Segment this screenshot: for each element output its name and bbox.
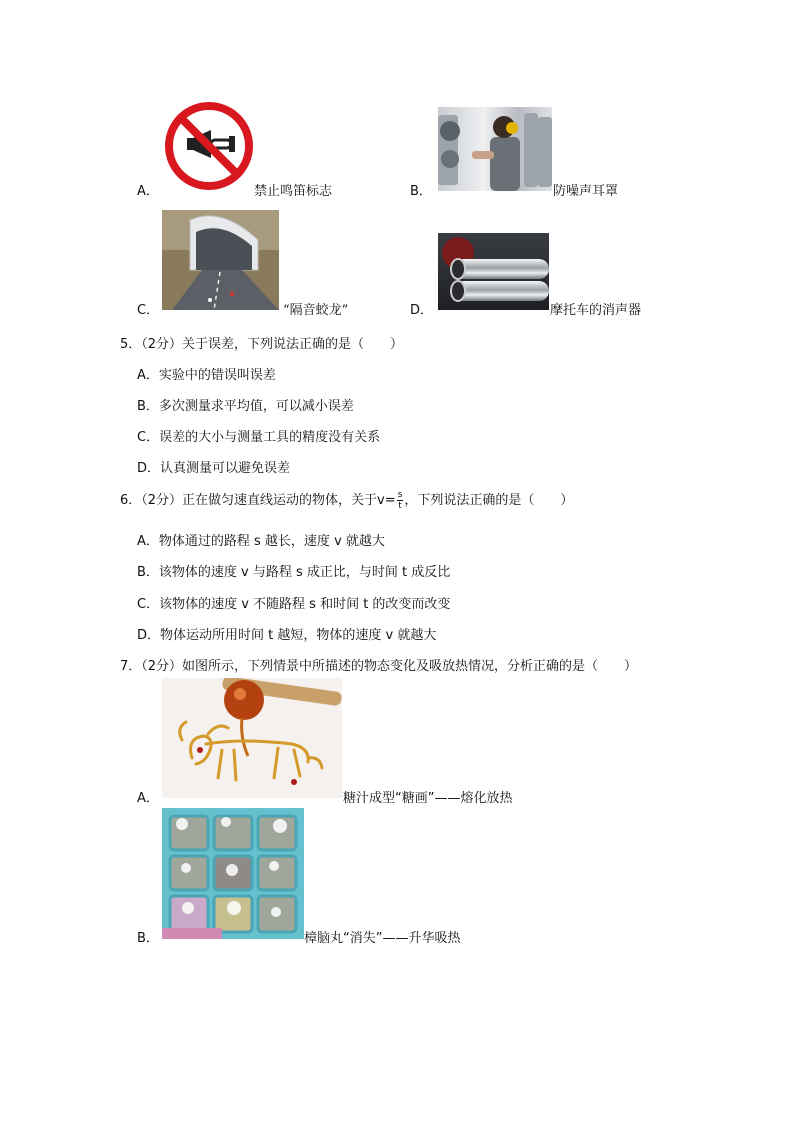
option-letter: B．: [137, 931, 159, 946]
fraction-denominator: t: [398, 501, 402, 511]
option-letter: A．: [137, 791, 159, 806]
velocity-fraction: [397, 490, 404, 511]
question-stem: 7．（2分）如图所示，下列情景中所描述的物态变化及吸放热情况，分析正确的是（ ）: [120, 659, 638, 674]
question-stem: [120, 488, 573, 514]
question-stem: 5．（2分）关于误差，下列说法正确的是（ ）: [120, 337, 404, 352]
answer-option-a: A．实验中的错误叫误差: [137, 368, 276, 383]
stem-text: 6．（2分）正在做匀速直线运动的物体，关于v=: [120, 493, 396, 508]
option-letter: D．: [410, 303, 434, 318]
option-caption: 糖汁成型“糖画”——熔化放热: [343, 791, 513, 806]
earmuff-worker-image: [438, 107, 552, 191]
answer-option-d: D．认真测量可以避免误差: [137, 461, 291, 476]
answer-option-d: D．物体运动所用时间 t 越短，物体的速度 v 就越大: [137, 628, 437, 643]
answer-option-b: B．该物体的速度 v 与路程 s 成正比，与时间 t 成反比: [137, 565, 451, 580]
option-caption: 禁止鸣笛标志: [254, 184, 333, 199]
answer-option-c: C．误差的大小与测量工具的精度没有关系: [137, 430, 381, 445]
option-caption: 摩托车的消声器: [550, 303, 642, 318]
motorcycle-muffler-image: [438, 233, 549, 310]
sound-barrier-tunnel-image: [162, 210, 279, 310]
option-letter: A．: [137, 184, 159, 199]
option-caption: 防噪声耳罩: [553, 184, 619, 199]
option-caption: “隔音蛟龙”: [283, 303, 349, 318]
option-caption: 樟脑丸“消失”——升华吸热: [304, 931, 461, 946]
no-horn-sign-image: [163, 100, 255, 192]
mothball-box-image: [162, 808, 304, 939]
stem-text: ，下列说法正确的是（ ）: [404, 493, 574, 508]
option-letter: C．: [137, 303, 160, 318]
fraction-numerator: s: [397, 490, 403, 500]
answer-option-b: B．多次测量求平均值，可以减小误差: [137, 399, 354, 414]
answer-option-a: A．物体通过的路程 s 越长，速度 v 就越大: [137, 534, 385, 549]
answer-option-c: C．该物体的速度 v 不随路程 s 和时间 t 的改变而改变: [137, 597, 451, 612]
option-letter: B．: [410, 184, 432, 199]
sugar-painting-image: [162, 678, 342, 798]
